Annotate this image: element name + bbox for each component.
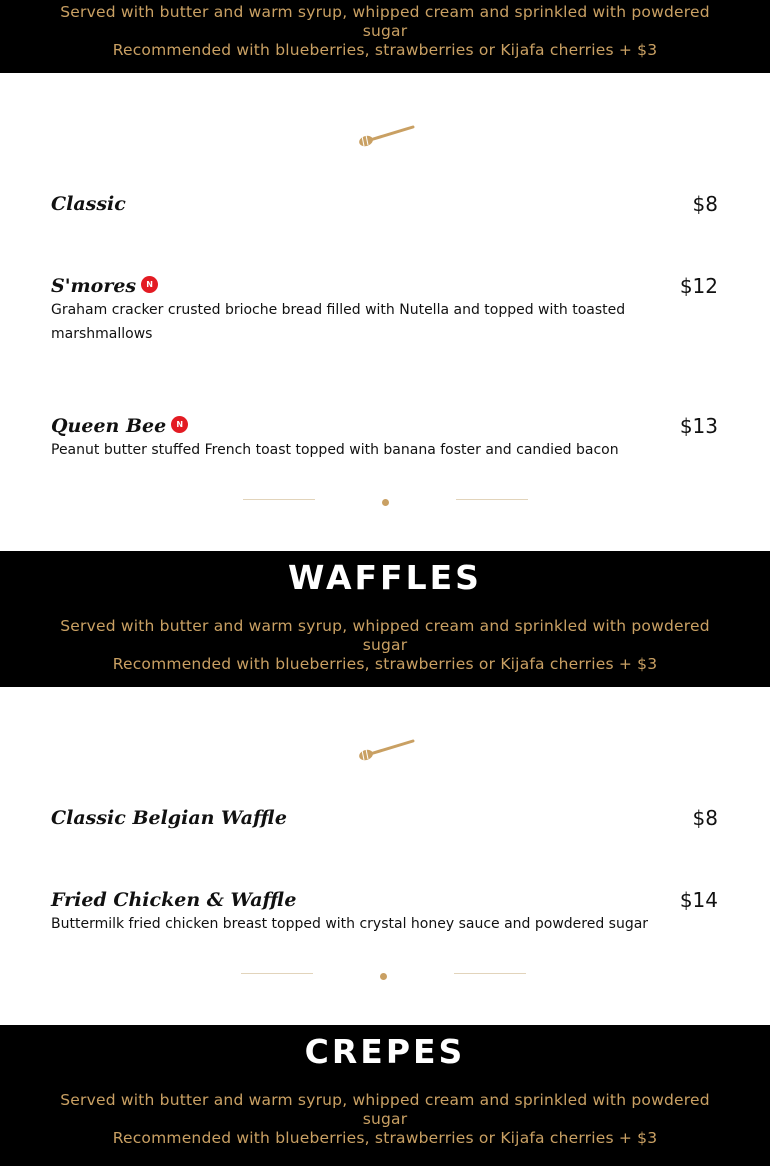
section-note	[48, 1091, 722, 1148]
menu-item-description: Graham cracker crusted brioche bread filled with Nutella and topped with toasted marshmallows	[51, 302, 626, 342]
divider-dot	[380, 973, 387, 980]
section-divider	[241, 973, 526, 983]
crepes-header-band	[0, 1025, 770, 1166]
menu-item-price: $8	[692, 192, 718, 216]
menu-item-price: $12	[679, 274, 718, 298]
waffles-header-band	[0, 551, 770, 687]
note-line-1: Served with butter and warm syrup, whipped cream and sprinkled with powdered sugar	[60, 617, 710, 654]
divider-line	[243, 499, 315, 500]
item-name-text: Classic	[51, 193, 126, 215]
divider-line	[456, 499, 528, 500]
french-toast-header-band	[0, 0, 770, 73]
note-line-1: Served with butter and warm syrup, whipped cream and sprinkled with powdered sugar	[60, 3, 710, 40]
item-name-text: Fried Chicken & Waffle	[51, 889, 297, 911]
item-name-text: Queen Bee	[51, 415, 167, 437]
item-name-text: S'mores	[51, 275, 137, 297]
section-title: WAFFLES	[288, 558, 482, 597]
note-line-1: Served with butter and warm syrup, whipped cream and sprinkled with powdered sugar	[60, 1091, 710, 1128]
menu-item-price: $14	[679, 888, 718, 912]
section-divider	[243, 499, 528, 509]
section-note	[48, 617, 722, 674]
nut-allergen-badge: N	[171, 416, 188, 433]
nut-allergen-badge: N	[141, 276, 158, 293]
item-name-text: Classic Belgian Waffle	[51, 807, 287, 829]
menu-item-price: $13	[679, 414, 718, 438]
divider-line	[241, 973, 313, 974]
section-note	[48, 3, 722, 60]
menu-item-price: $8	[692, 806, 718, 830]
menu-item-description: Buttermilk fried chicken breast topped with crystal honey sauce and powdered sugar	[51, 916, 649, 932]
menu-item-name	[51, 807, 287, 829]
honey-dipper-icon	[356, 122, 416, 150]
note-line-2: Recommended with blueberries, strawberries or Kijafa cherries + $3	[112, 655, 658, 673]
menu-item-name	[51, 193, 126, 215]
menu-item-name	[51, 415, 188, 437]
section-title: CREPES	[304, 1032, 466, 1071]
menu-item-name	[51, 275, 158, 297]
divider-dot	[382, 499, 389, 506]
note-line-2: Recommended with blueberries, strawberries or Kijafa cherries + $3	[112, 41, 658, 59]
divider-line	[454, 973, 526, 974]
note-line-2: Recommended with blueberries, strawberries or Kijafa cherries + $3	[112, 1129, 658, 1147]
menu-item-name	[51, 889, 296, 911]
menu-item-description: Peanut butter stuffed French toast topped with banana foster and candied bacon	[51, 442, 619, 458]
honey-dipper-icon	[356, 736, 416, 764]
